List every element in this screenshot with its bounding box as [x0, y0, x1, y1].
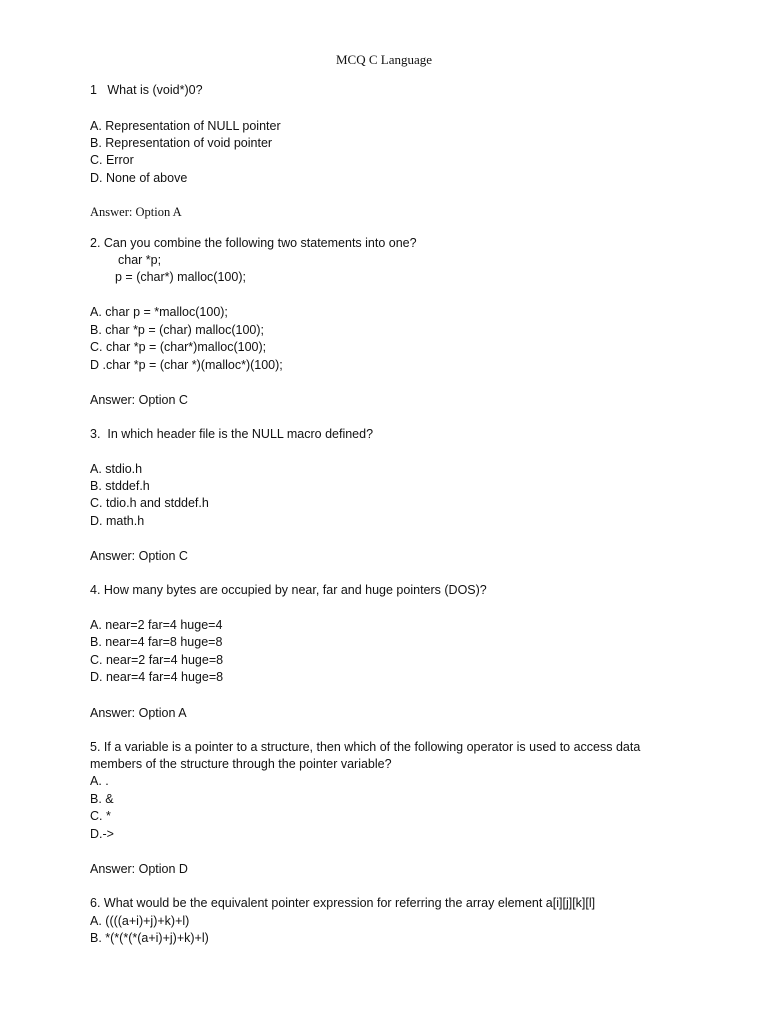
question-2-code-line-1: char *p;: [118, 253, 162, 267]
question-3-answer: Answer: Option C: [90, 549, 188, 563]
question-5-text-line-1: 5. If a variable is a pointer to a structure, then which of the following operator is used to access data: [90, 740, 641, 754]
question-6-text: 6. What would be the equivalent pointer expression for referring the array element a[i][j][k][l]: [90, 896, 596, 910]
question-5-option-b: B. &: [90, 792, 114, 806]
question-1-option-a: A. Representation of NULL pointer: [90, 119, 281, 133]
question-5-option-a: A. .: [90, 774, 109, 788]
question-2-option-d: D .char *p = (char *)(malloc*)(100);: [90, 358, 283, 372]
question-3-text: 3. In which header file is the NULL macro defined?: [90, 427, 374, 441]
question-2-code-line-2: p = (char*) malloc(100);: [115, 270, 246, 284]
question-3-option-b: B. stddef.h: [90, 479, 150, 493]
question-2-option-a: A. char p = *malloc(100);: [90, 305, 228, 319]
page-title: MCQ C Language: [335, 52, 433, 67]
question-4-option-b: B. near=4 far=8 huge=8: [90, 635, 223, 649]
question-3-option-a: A. stdio.h: [90, 462, 143, 476]
question-6-option-b: B. *(*(*(*(a+i)+j)+k)+l): [90, 931, 209, 945]
question-5-answer: Answer: Option D: [90, 862, 188, 876]
question-3-option-c: C. tdio.h and stddef.h: [90, 496, 209, 510]
question-4-option-a: A. near=2 far=4 huge=4: [90, 618, 223, 632]
question-4-text: 4. How many bytes are occupied by near, far and huge pointers (DOS)?: [90, 583, 487, 597]
question-5-option-c: C. *: [90, 809, 111, 823]
question-5-option-d: D.->: [90, 827, 114, 841]
question-2-answer: Answer: Option C: [90, 393, 188, 407]
question-3-option-d: D. math.h: [90, 514, 145, 528]
question-4-answer: Answer: Option A: [90, 706, 187, 720]
question-2-text: 2. Can you combine the following two statements into one?: [90, 236, 417, 250]
question-4-option-d: D. near=4 far=4 huge=8: [90, 670, 224, 684]
question-1-option-c: C. Error: [90, 153, 134, 167]
question-5-text-line-2: members of the structure through the pointer variable?: [90, 757, 392, 771]
question-6-option-a: A. ((((a+i)+j)+k)+l): [90, 914, 190, 928]
question-2-option-c: C. char *p = (char*)malloc(100);: [90, 340, 267, 354]
question-1-answer: Answer: Option A: [90, 205, 182, 219]
question-4-option-c: C. near=2 far=4 huge=8: [90, 653, 224, 667]
question-1-option-b: B. Representation of void pointer: [90, 136, 273, 150]
question-2-option-b: B. char *p = (char) malloc(100);: [90, 323, 265, 337]
question-1-text: 1 What is (void*)0?: [90, 83, 203, 97]
question-1-option-d: D. None of above: [90, 171, 188, 185]
